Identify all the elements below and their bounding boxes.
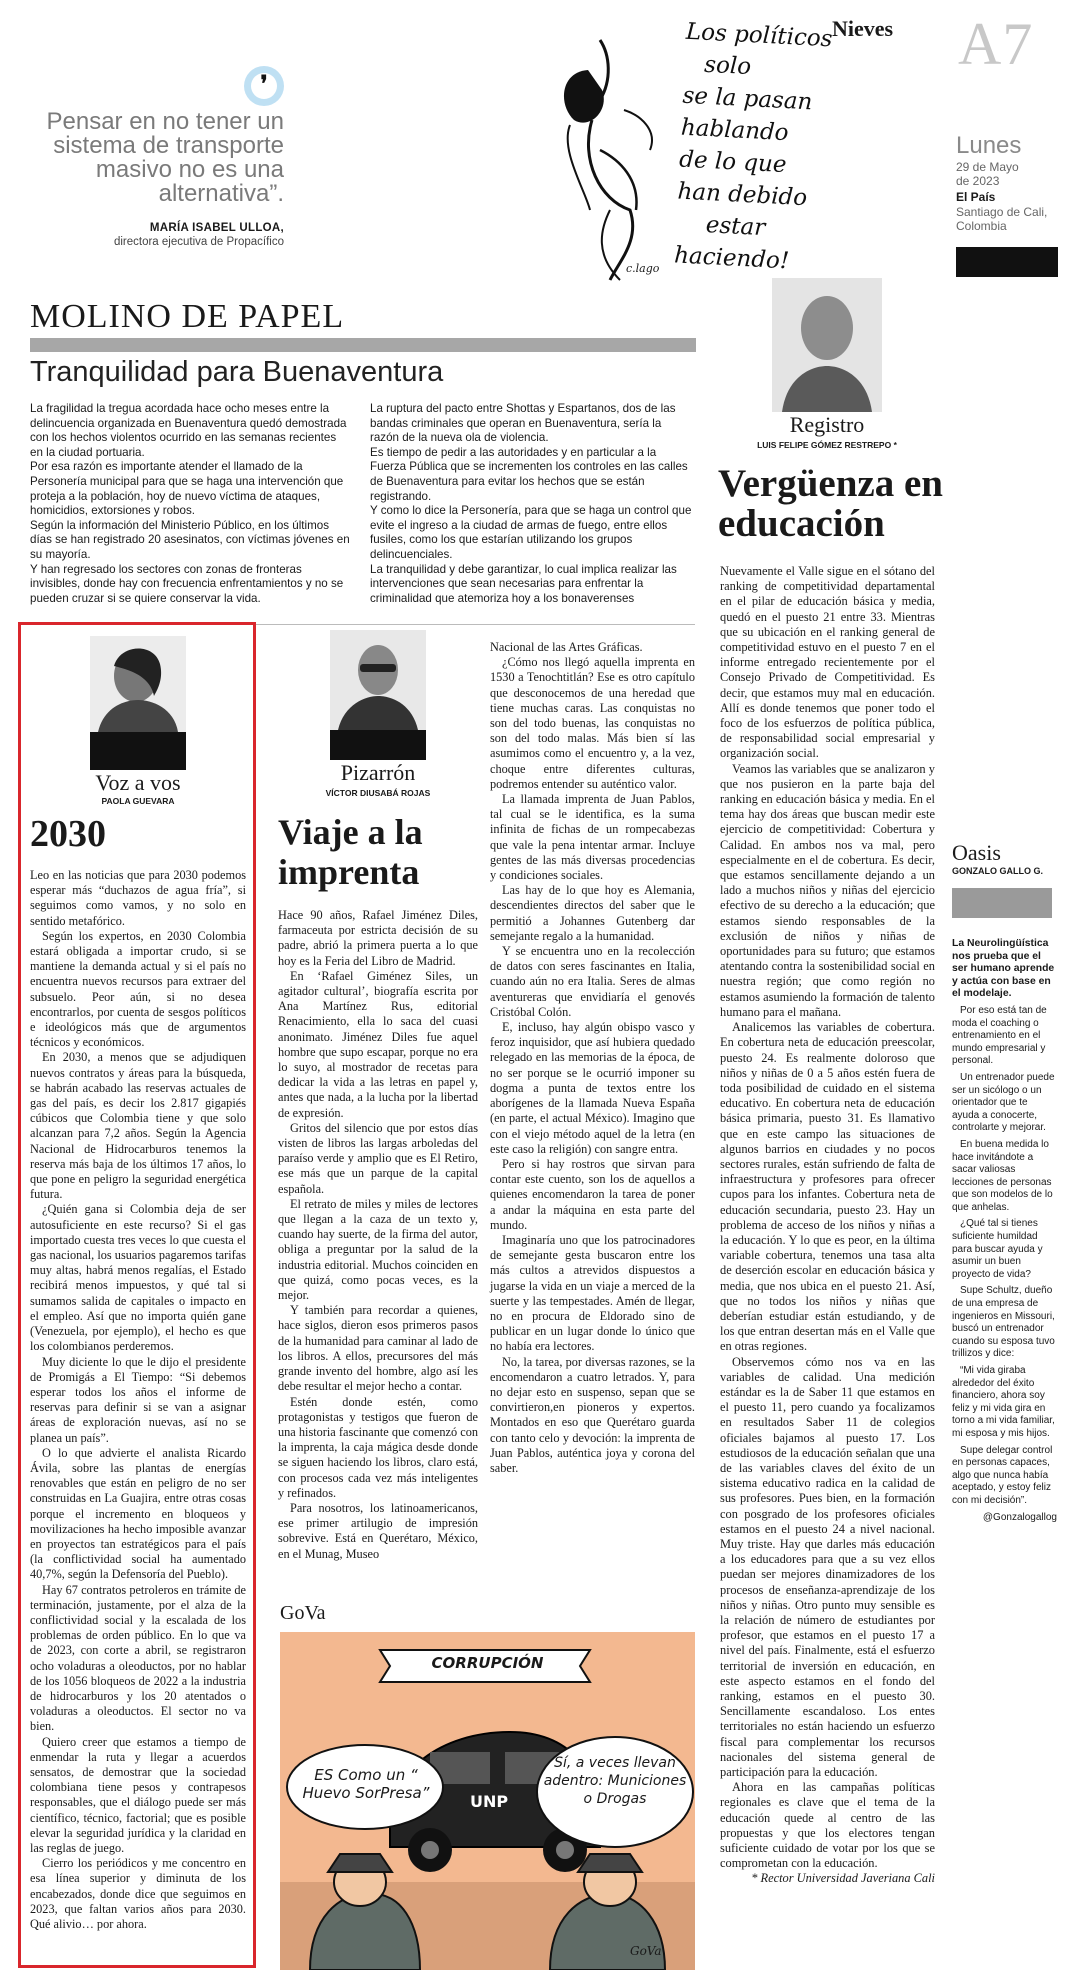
body-paragraph: Imaginaría uno que los patrocinadores de semejante gesta buscaron entre los más cultos a atrevidos dispuestos a jugarse la vida en un viaje a merced de la suerte y las tempestades. Amén de llegar, no en procura de Eldorado sino de publicar en un lugar donde lo único que no había era lectores. bbox=[490, 1232, 695, 1354]
quote-author: MARÍA ISABEL ULLOA, bbox=[149, 222, 284, 234]
body-paragraph: Quiero creer que estamos a tiempo de enmendar la ruta y llegar a acuerdos sensatos, de demostrar que la sociedad colombiana tiene pesos y contrapesos responsables, que el diálogo puede ser más científico, técnico, factorial; que es posible elevar la seguridad jurídica y la claridad en las reglas de juego. bbox=[30, 1734, 246, 1855]
editorial-paragraph: Por esa razón es importante atender el llamado de la Personería municipal para que se haga una intervención que proteja a la población, hoy de nuevo víctima de ataques, homicidios, extorsiones y robos. bbox=[30, 460, 344, 518]
masthead-black-bar bbox=[956, 247, 1058, 277]
quote-role: directora ejecutiva de Propacífico bbox=[113, 236, 284, 248]
body-paragraph: En ‘Rafael Giménez Siles, un agitador cultural’, biografía escrita por Ana Martínez Rus, editorial Renacimiento, ella lo saca del cuasi anonimato. Jiménez Diles fue aquel hombre que supo escapar, porque no era lo suyo, al mostrador de recetas para dedicar la vida a las letras en papel y, antes que nada, a la lucha por la libertad de expresión. bbox=[278, 968, 478, 1120]
body-paragraph: La llamada imprenta de Juan Pablos, tal cual se le identifica, es la suma infinita de fichas de un rompecabezas que vale la pena intentar armar. Incluye gentes de las más diversas procedencias y condiciones sociales. bbox=[490, 792, 695, 883]
body-paragraph: O lo que advierte el analista Ricardo Ávila, sobre las plantas de energías renovables que están en peligro de no ser construidas en La Guajira, entre otras cosas porque el incremento en bloqueos y movilizaciones ha hecho imposible avanzar en proyectos tan estratégicos para el país (la conflictividad social ha aumentado 40,7%, según la Defensoría del Pueblo). bbox=[30, 1445, 246, 1582]
portrait-icon bbox=[90, 636, 186, 732]
photo-black-bar bbox=[330, 730, 426, 760]
cartoon-line: hablando bbox=[680, 114, 790, 147]
portrait-icon bbox=[772, 278, 882, 412]
pull-quote: Pensar en no tener un sistema de transporte masivo no es una alternativa”. bbox=[46, 108, 284, 207]
photo-black-bar bbox=[90, 732, 186, 770]
editorial-paragraph: La fragilidad la tregua acordada hace ocho meses entre la delincuencia organizada en Buenaventura quedó demostrada con los hechos violentos ocurrido en las semanas recientes en la ciudad portuaria. bbox=[30, 402, 347, 459]
oasis-paragraph: Por eso está tan de moda el coaching o entrenamiento en el mundo empresarial y personal. bbox=[952, 1004, 1047, 1067]
cartoon-signature: c.lago bbox=[626, 262, 660, 275]
body-paragraph: Según los expertos, en 2030 Colombia estará obligada a importar crudo, si se mantiene la demanda actual y si el país no encuentra nuevos recursos para extraer del subsuelo. Peor aún, si no desea encontrarlos, por cuenta de sesgos políticos e ideológicos más que de argumentos técnicos y económicos. bbox=[30, 928, 246, 1050]
body-paragraph: Ahora en las campañas políticas regionales es clave que el tema de la educación quede al centro de las propuestas y que los electores tengan suficiente cuidado de votar por los que se comprometan con la educación. bbox=[720, 1780, 935, 1871]
woman-sketch-icon bbox=[540, 10, 680, 290]
column-name-oasis: Oasis bbox=[952, 840, 1001, 865]
body-paragraph: Gritos del silencio que por estos días visten de libros las largas arboledas del paraíso verde y amplio que es El Retiro, ese más que un parque de la capital española. bbox=[278, 1120, 478, 1196]
column-name-registro: Registro bbox=[789, 412, 865, 437]
body-paragraph: Pero si hay rostros que sirvan para contar este cuento, son los de aquellos a quienes encomendaron la tarea de poner a andar la máquina en esta parte del mundo. bbox=[490, 1156, 695, 1232]
body-paragraph: Nuevamente el Valle sigue en el sótano del ranking de competitividad departamental en el pilar de educación básica y media, quedó en el puesto 21 entre 33. Mientras que su ubicación en el ranking general de competitividad estuvo en el puesto 7 en el informe entregado recientemente por el Consejo Privado de Competitividad. Es decir, que estamos muy mal en educación. Allí es donde tenemos que poner todo el foco de los esfuerzos de política pública, de responsabilidad social empresarial y organización social. bbox=[720, 564, 935, 761]
portrait-icon bbox=[330, 630, 426, 730]
masthead-paper: El País bbox=[956, 190, 996, 204]
author-oasis: GONZALO GALLO G. bbox=[952, 866, 1043, 876]
body-paragraph: Las hay de lo que hoy es Alemania, descendientes directos del saber que le permitió a Johannes Gutenberg dar semejante regalo a la humanidad. bbox=[490, 883, 695, 943]
oasis-paragraph: Supe Schultz, dueño de una empresa de ingenieros en Missouri, buscó un entrenador cuando su esposa tuvo trillizos y dice: bbox=[952, 1285, 1055, 1360]
author-voz: PAOLA GUEVARA bbox=[101, 796, 175, 806]
body-paragraph: Y también para recordar a quienes, hace siglos, dieron esos primeros pasos de la humanidad para caminar al lado de los libros. A ellos, precursores del más grande invento del hombre, algo así les debe resultar el mejor hecho a contar. bbox=[278, 1303, 478, 1394]
cartoon-line: se la pasan bbox=[681, 82, 814, 116]
body-paragraph: El retrato de miles y miles de lectores que llegan a la caza de un texto y, cuando hay suerte, de la firma del autor, obliga a preguntar por la salud de la industria editorial. Muchos coinciden en que quizá, como pocas veces, es la mejor. bbox=[278, 1196, 478, 1303]
editorial-paragraph: La ruptura del pacto entre Shottas y Espartanos, dos de las bandas criminales que operan en Buenaventura, sería la razón de la nueva ola de violencia. bbox=[370, 402, 676, 445]
editorial-paragraph: Es tiempo de pedir a las autoridades y en particular a la Fuerza Pública que se incrementen los controles en las calles de Buenaventura para evitar los hechos que se están registrando. bbox=[370, 445, 688, 503]
author-photo-guevara bbox=[90, 636, 186, 732]
cartoon-line: solo bbox=[703, 51, 752, 81]
page-number: A7 bbox=[958, 11, 1034, 77]
cartoon-line: estar bbox=[705, 212, 766, 242]
body-paragraph: Cierro los periódicos y me concentro en esa línea superior y diminuta de los encabezados, donde dice que seguimos en 2023, que faltan varios años para 2030. Qué alivio… por ahora. bbox=[30, 1856, 246, 1932]
quote-mark-icon: ❜ bbox=[244, 66, 284, 106]
editorial-paragraph: Y como lo dice la Personería, para que se haga un control que evite el ingreso a la ciudad de armas de fuego, entre ellos fusiles, como los que estarían utilizando los grupos delincuenciales. bbox=[370, 504, 692, 561]
cartoon-line: haciendo! bbox=[673, 242, 790, 275]
gova-cartoon bbox=[280, 1632, 695, 1970]
section-rule bbox=[30, 338, 696, 352]
author-pizarron: VÍCTOR DIUSABÁ ROJAS bbox=[325, 788, 431, 798]
oasis-paragraph: “Mi vida giraba alrededor del éxito financiero, ahora soy feliz y mi vida gira en torno a mi vida familiar, mi esposa y mis hijos. bbox=[952, 1365, 1055, 1439]
gova-bubble-right: Sí, a veces llevan adentro: Municiones o Drogas bbox=[543, 1755, 687, 1807]
headline-voz: 2030 bbox=[30, 813, 106, 855]
editorial-paragraph: Según la información del Ministerio Público, en los últimos días se han registrado 20 asesinatos, con víctimas jóvenes en su mayoría. bbox=[30, 518, 350, 561]
body-paragraph: Leo en las noticias que para 2030 podemos esperar más “duchazos de agua fría”, si seguimos como vamos, y no solo en sentido metafórico. bbox=[30, 868, 246, 928]
cartoon-nieves bbox=[540, 10, 940, 290]
editorial-paragraph: Y han regresado los sectores con zonas de fronteras invisibles, donde hay con frecuencia enfrentamientos y no se pueden cruzar si se quiere conservar la vida. bbox=[30, 562, 344, 605]
cartoon-nieves-text bbox=[673, 16, 856, 281]
body-paragraph: ¿Quién gana si Colombia deja de ser autosuficiente en este recurso? Si el gas importado cuesta tres veces lo que cuesta el gas nacional, los usuarios pagaremos tarifas muy altas, habrá menos regalías, el Estado recibirá menos impuestos, y qué tal si sumamos salida de capitales o impacto en el empleo. Así que no importa quién gane (Venezuela, por ejemplo), el hecho es que los colombianos perderemos. bbox=[30, 1202, 246, 1354]
body-paragraph: Observemos cómo nos va en las variables de calidad. Una medición estándar es la de Saber 11 que estamos en el puesto 11, pero cuando ya focalizamos en resultados Saber 11 de colegios oficiales bajamos al puesto 17. Los estudiosos de la educación señalan que una de las variables claves del éxito de un sistema educativo radica en la calidad de sus profesores. Pues bien, en la formación con posgrado de los profesores oficiales estamos en el puesto 24 a nivel nacional. Muy triste. Hay que darles más educación a los educadores para que a su vez ellos puedan ser mejores dinamizadores de los procesos de enseñanza-aprendizaje de los niños y niñas. Otro punto muy sensible es la relación de número de estudiantes por profesor, que estamos en el puesto 17 a nivel del país. Finalmente, está el esfuerzo territorial de inversión en educación, en este aspecto estamos en el fondo del ranking, estamos en el puesto 30. Sencillamente escandaloso. Los entes territoriales no están haciendo un esfuerzo fiscal para complementar los recursos nacionales del sistema general de participación para la educación. bbox=[720, 1354, 935, 1780]
column-name-voz: Voz a vos bbox=[95, 770, 181, 795]
oasis-gray-bar bbox=[952, 888, 1052, 918]
oasis-body bbox=[952, 938, 1057, 1528]
body-paragraph: Hace 90 años, Rafael Jiménez Diles, farmaceuta por estricta decisión de su padre, abrió la primera puerta a lo que hoy es la Feria del Libro de Madrid. bbox=[278, 908, 478, 968]
cartoon-line: de lo que bbox=[678, 146, 788, 179]
section-title: MOLINO DE PAPEL bbox=[30, 298, 345, 335]
footnote: * Rector Universidad Javeriana Cali bbox=[751, 1871, 935, 1886]
editorial-col-1 bbox=[30, 402, 352, 606]
headline-registro: Vergüenza en educación bbox=[718, 462, 943, 545]
oasis-paragraph: En buena medida lo hace invitándote a sacar valiosas lecciones de personas que son modelos de lo que anhelas. bbox=[952, 1138, 1053, 1213]
gova-banner-text: CORRUPCIÓN bbox=[431, 1654, 544, 1672]
oasis-lead: La Neurolingüística nos prueba que el ser humano aprende y actúa con base en el modelaje. bbox=[952, 938, 1055, 1000]
editorial-headline: Tranquilidad para Buenaventura bbox=[30, 356, 444, 388]
cartoon-column-name: Nieves bbox=[832, 16, 894, 41]
oasis-handle: @Gonzalogallog bbox=[982, 1511, 1057, 1523]
body-paragraph: Para nosotros, los latinoamericanos, ese primer artilugio de impresión sobrevive. Está en Querétaro, México, en el Munag, Museo bbox=[278, 1500, 478, 1561]
masthead-date-2: de 2023 bbox=[956, 174, 1000, 188]
body-paragraph: No, la tarea, por diversas razones, se la encomendaron a cuatro letrados. Y, para no dejar esto en suspenso, sepan que se convirtieron,en pioneros y expertos. Montados en eso que Querétaro guarda con tanto celo y devoción: la imprenta de Juan Pablos, auténtica joya y corona del saber. bbox=[490, 1354, 695, 1475]
section-divider bbox=[255, 624, 695, 625]
masthead-city-2: Colombia bbox=[956, 219, 1007, 233]
body-paragraph: Hay 67 contratos petroleros en trámite de terminación, justamente, por el alza de la conflictividad social y la escalada de los problemas de orden público. En lo que va de 2023, con corte a abril, se registraron ocho voladuras a oleoductos, por no hablar de los 1056 bloqueos de 2022 a la industria de hidrocarburos y los 20 atentados o voladuras a oleoductos. El sector no va bien. bbox=[30, 1582, 246, 1734]
voz-body bbox=[30, 868, 246, 1932]
editorial-col-2 bbox=[370, 402, 692, 606]
body-paragraph: ¿Cómo nos llegó aquella imprenta en 1530 a Tenochtitlán? Ese es otro capítulo que desconocemos de una heredad que tiene muchas caras. Las conquistas no son del todo buenas, las conquistas no son del todo malas. Más bien sí las asumimos como el encuentro y, a la vez, choque entre diferentes culturas, podremos entender su auténtico valor. bbox=[490, 655, 695, 791]
column-name-pizarron: Pizarrón bbox=[340, 760, 416, 785]
gova-car-plate: UNP bbox=[470, 1792, 509, 1811]
author-registro: LUIS FELIPE GÓMEZ RESTREPO * bbox=[757, 440, 897, 450]
editorial-paragraph: La tranquilidad y debe garantizar, lo cual implica realizar las intervenciones que sean necesarias para enfrentar la criminalidad que atemoriza hoy a los bonaverenses bbox=[370, 562, 677, 605]
author-photo-diusaba bbox=[330, 630, 426, 730]
pizarron-body-col-2 bbox=[490, 640, 695, 1476]
gova-signature: GoVa bbox=[630, 1944, 662, 1958]
masthead-date-1: 29 de Mayo bbox=[956, 160, 1019, 174]
body-paragraph: Nacional de las Artes Gráficas. bbox=[490, 640, 643, 654]
body-paragraph: Veamos las variables que se analizaron y que nos pusieron en la parte baja del ranking en educación básica y media. En el tema hay dos áreas que buscan medir este ejercicio de competitividad: Cobertura y Calidad. En ambos nos va mal, pero especialmente en el de cobertura. Es decir, que estamos sencillamente dejando a un lado a muchos niños y niñas del ejercicio efectivo de su derecho a la educación; que estamos siendo responsables de la exclusión de niños y niñas de oportunidades para su futuro; que estamos atentando contra la sostenibilidad social en nuestra región; que como región no estamos asumiendo la formación de talento humano para el mañana. bbox=[720, 761, 935, 1019]
cartoon-line: Los políticos bbox=[685, 18, 834, 53]
masthead-day: Lunes bbox=[956, 132, 1022, 159]
masthead-city-1: Santiago de Cali, bbox=[956, 205, 1048, 219]
cartoon-line: han debido bbox=[676, 178, 808, 212]
oasis-paragraph: Supe delegar control en personas capaces, algo que nunca había aceptado, y estoy feliz con mi decisión”. bbox=[952, 1444, 1053, 1506]
body-paragraph: Analicemos las variables de cobertura. En cobertura neta de educación preescolar, puesto 24. Es realmente doloroso que niños y niñas de 0 a 5 años estén fuera de toda posibilidad de cuidado en el sistema educativo. En cobertura neta de educación básica primaria, puesto 31. Es llamativo que en este campo las situaciones de algunos barrios en ciudades y no pocos sectores rurales, están sufriendo de falta de infraestructura y profesores para ofrecer cupos para los infantes. Cobertura neta de educación secundaria, puesto 23. Hay un problema de acceso de los niños y niñas a la educación. Y lo que es peor, en la última variable cobertura, tenemos una tasa alta de deserción escolar en educación básica y media, que nos ubica en el puesto 21. Así, que no todos los niños y niñas que deberían estudiar están estudiando, y de los que entran desertan más en el Valle que en otras regiones. bbox=[720, 1020, 935, 1354]
oasis-paragraph: ¿Qué tal si tienes suficiente humildad para buscar ayuda y asumir un buen proyecto de vida? bbox=[952, 1218, 1043, 1280]
body-paragraph: En 2030, a menos que se adjudiquen nuevos contratos y áreas para la búsqueda, se habrán acabado las reservas actuales de gas del país, es decir los 2.817 gigapiés cúbicos que Colombia tiene y que solo alcanzan para 7,2 años. Según la Agencia Nacional de Hidrocarburos tenemos la reserva más baja de los últimos 17 años, lo que pone en peligro la seguridad energética futura. bbox=[30, 1050, 246, 1202]
body-paragraph: Muy diciente lo que le dijo el presidente de Promigás a El Tiempo: “Si debemos esperar todos los años el informe de reservas para definir si se van a asignar áreas de exploración nuevas, así no se planea un país”. bbox=[30, 1354, 246, 1445]
body-paragraph: E, incluso, hay algún obispo vasco y feroz inquisidor, que así hubiera quedado relegado en las memorias de la época, de no ser porque se le ocurrió imponer su dogma a punta de textos entre los aborígenes de la llamada Nueva España (en parte, el actual México). Imagino que con el viejo método aquel de la letra (en este caso la religión) con sangre entra. bbox=[490, 1020, 695, 1156]
pizarron-body-col-1 bbox=[278, 908, 478, 1562]
headline-pizarron: Viaje a la imprenta bbox=[278, 812, 423, 892]
oasis-paragraph: Un entrenador puede ser un sicólogo o un orientador que te ayuda a conocerte, controlarte y mejorar. bbox=[952, 1071, 1055, 1134]
body-paragraph: Y se encuentra uno en la recolección de datos con seres fascinantes en Italia, cuando aún no era Italia. Seres de almas aventureras que envidiaría el genovés Cristóbal Colón. bbox=[490, 944, 695, 1019]
gova-bubble-left: ES Como un “ Huevo SorPresa” bbox=[302, 1766, 430, 1802]
body-paragraph: Estén donde estén, como protagonistas y testigos que fueron de una historia fascinante que comenzó con la imprenta, la caja mágica desde donde se siguen haciendo los libros, claro está, con procesos cada vez más inteligentes y refinados. bbox=[278, 1394, 478, 1500]
column-name-gova: GoVa bbox=[280, 1602, 326, 1624]
registro-body bbox=[720, 564, 935, 1887]
author-photo-gomez bbox=[772, 278, 882, 412]
